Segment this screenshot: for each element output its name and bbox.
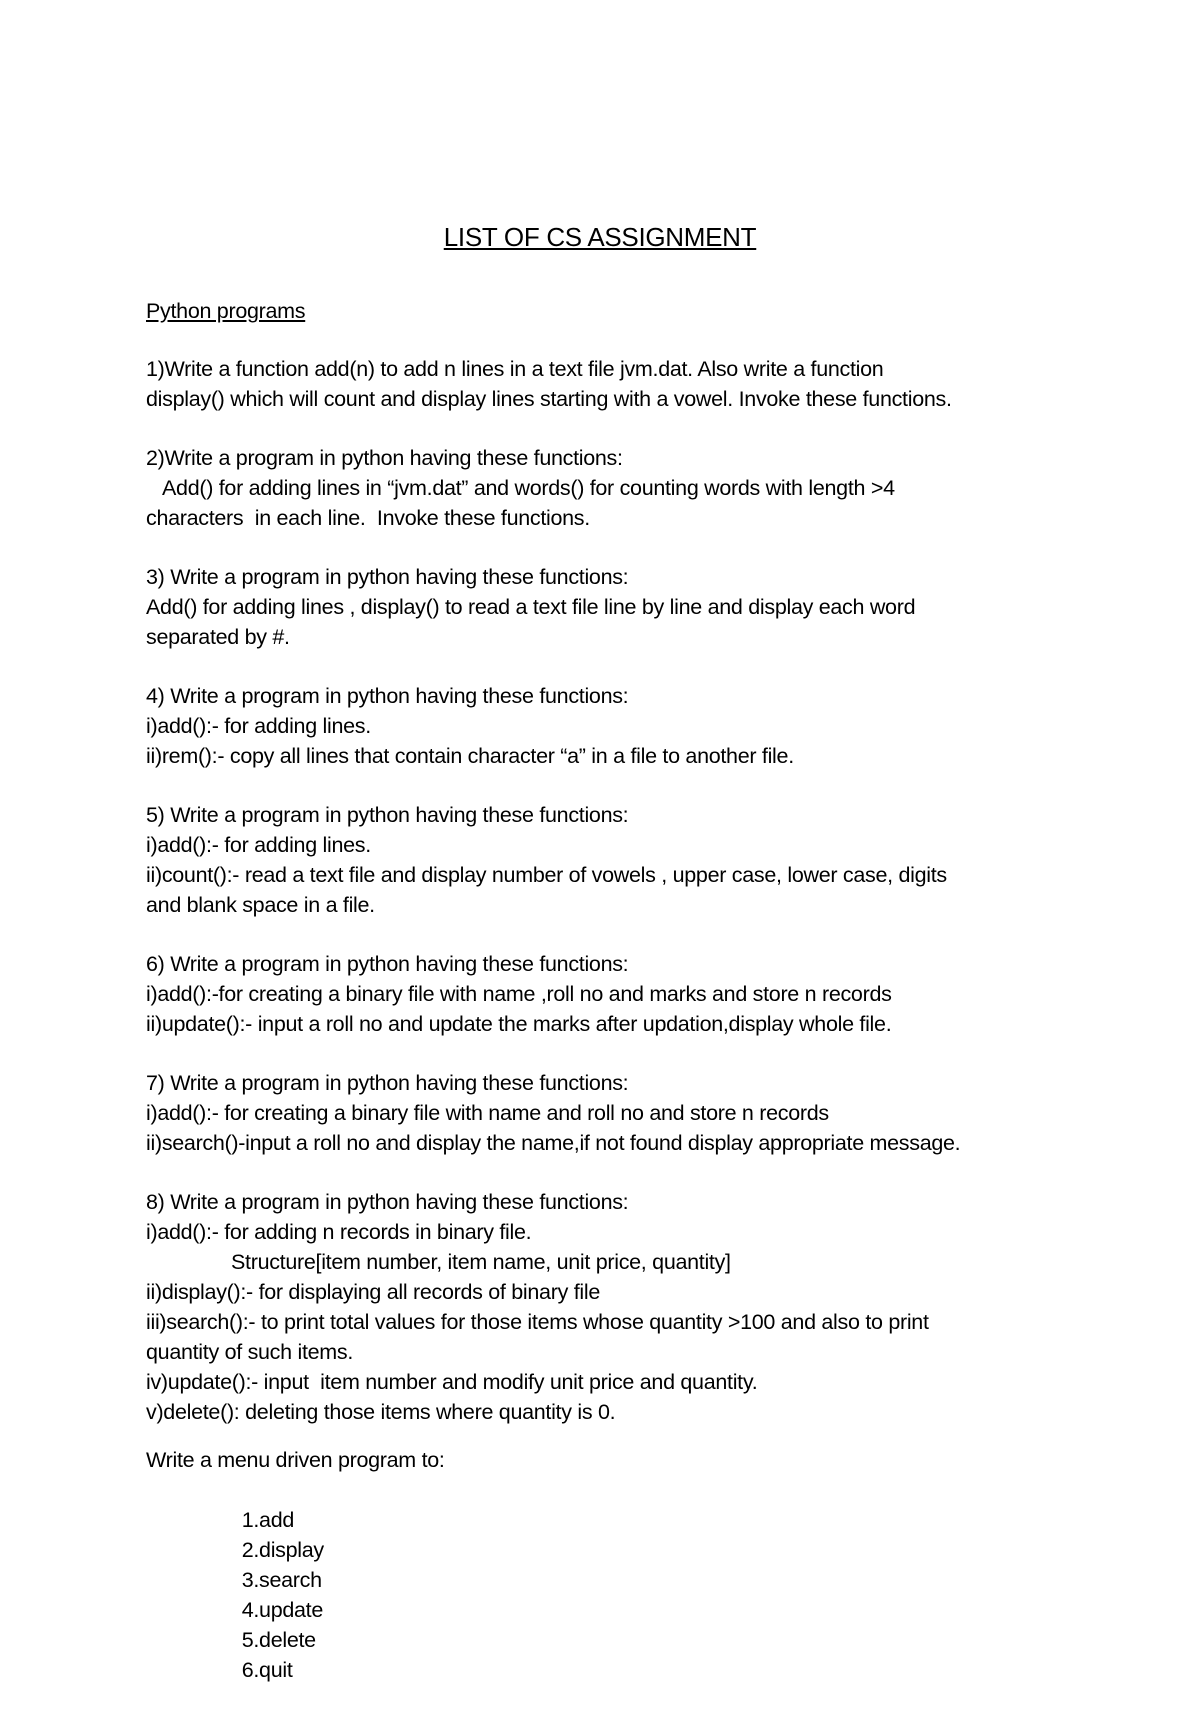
q8-line-7: iv)update():- input item number and modify unit price and quantity. (146, 1370, 758, 1394)
q8-line-5: iii)search():- to print total values for those items whose quantity >100 and also to print (146, 1310, 929, 1334)
q8-line-3: Structure[item number, item name, unit price, quantity] (231, 1250, 731, 1274)
menu-option-search: 3.search (241, 1568, 322, 1592)
q4-line-3: ii)rem():- copy all lines that contain character “a” in a file to another file. (146, 744, 794, 768)
menu-option-quit: 6.quit (241, 1658, 293, 1682)
q6-line-2: i)add():-for creating a binary file with name ,roll no and marks and store n records (146, 982, 892, 1006)
menu-options (219, 1475, 342, 1715)
menu-option-add: 1.add (241, 1508, 295, 1532)
q5-line-3: ii)count():- read a text file and display number of vowels , upper case, lower case, digits (146, 863, 947, 887)
document-title: LIST OF CS ASSIGNMENT (443, 222, 757, 252)
section-heading: Python programs (146, 299, 306, 323)
menu-option-update: 4.update (241, 1598, 323, 1622)
q7-line-3: ii)search()-input a roll no and display the name,if not found display appropriate message. (146, 1131, 961, 1155)
q4-line-1: 4) Write a program in python having these functions: (146, 684, 629, 708)
q1-line-2: display() which will count and display lines starting with a vowel. Invoke these functions. (146, 387, 952, 411)
q4-line-2: i)add():- for adding lines. (146, 714, 371, 738)
menu-intro: Write a menu driven program to: (146, 1448, 445, 1472)
q2-line-1: 2)Write a program in python having these functions: (146, 446, 623, 470)
q3-line-1: 3) Write a program in python having these functions: (146, 565, 629, 589)
q8-line-2: i)add():- for adding n records in binary file. (146, 1220, 532, 1244)
menu-option-display: 2.display (241, 1538, 324, 1562)
q3-line-3: separated by #. (146, 625, 290, 649)
q8-line-4: ii)display():- for displaying all records of binary file (146, 1280, 600, 1304)
q8-line-6: quantity of such items. (146, 1340, 354, 1364)
q6-line-3: ii)update():- input a roll no and update the marks after updation,display whole file. (146, 1012, 892, 1036)
q6-line-1: 6) Write a program in python having these functions: (146, 952, 629, 976)
q8-line-1: 8) Write a program in python having these functions: (146, 1190, 629, 1214)
q8-line-8: v)delete(): deleting those items where quantity is 0. (146, 1400, 616, 1424)
q1-line-1: 1)Write a function add(n) to add n lines in a text file jvm.dat. Also write a function (146, 357, 884, 381)
q3-line-2: Add() for adding lines , display() to read a text file line by line and display each word (146, 595, 916, 619)
q5-line-1: 5) Write a program in python having these functions: (146, 803, 629, 827)
q7-line-2: i)add():- for creating a binary file with name and roll no and store n records (146, 1101, 829, 1125)
q5-line-4: and blank space in a file. (146, 893, 375, 917)
q2-line-3: characters in each line. Invoke these functions. (146, 506, 590, 530)
menu-option-delete: 5.delete (241, 1628, 316, 1652)
q2-line-2: Add() for adding lines in “jvm.dat” and words() for counting words with length >4 (162, 476, 895, 500)
q7-line-1: 7) Write a program in python having these functions: (146, 1071, 629, 1095)
q5-line-2: i)add():- for adding lines. (146, 833, 371, 857)
